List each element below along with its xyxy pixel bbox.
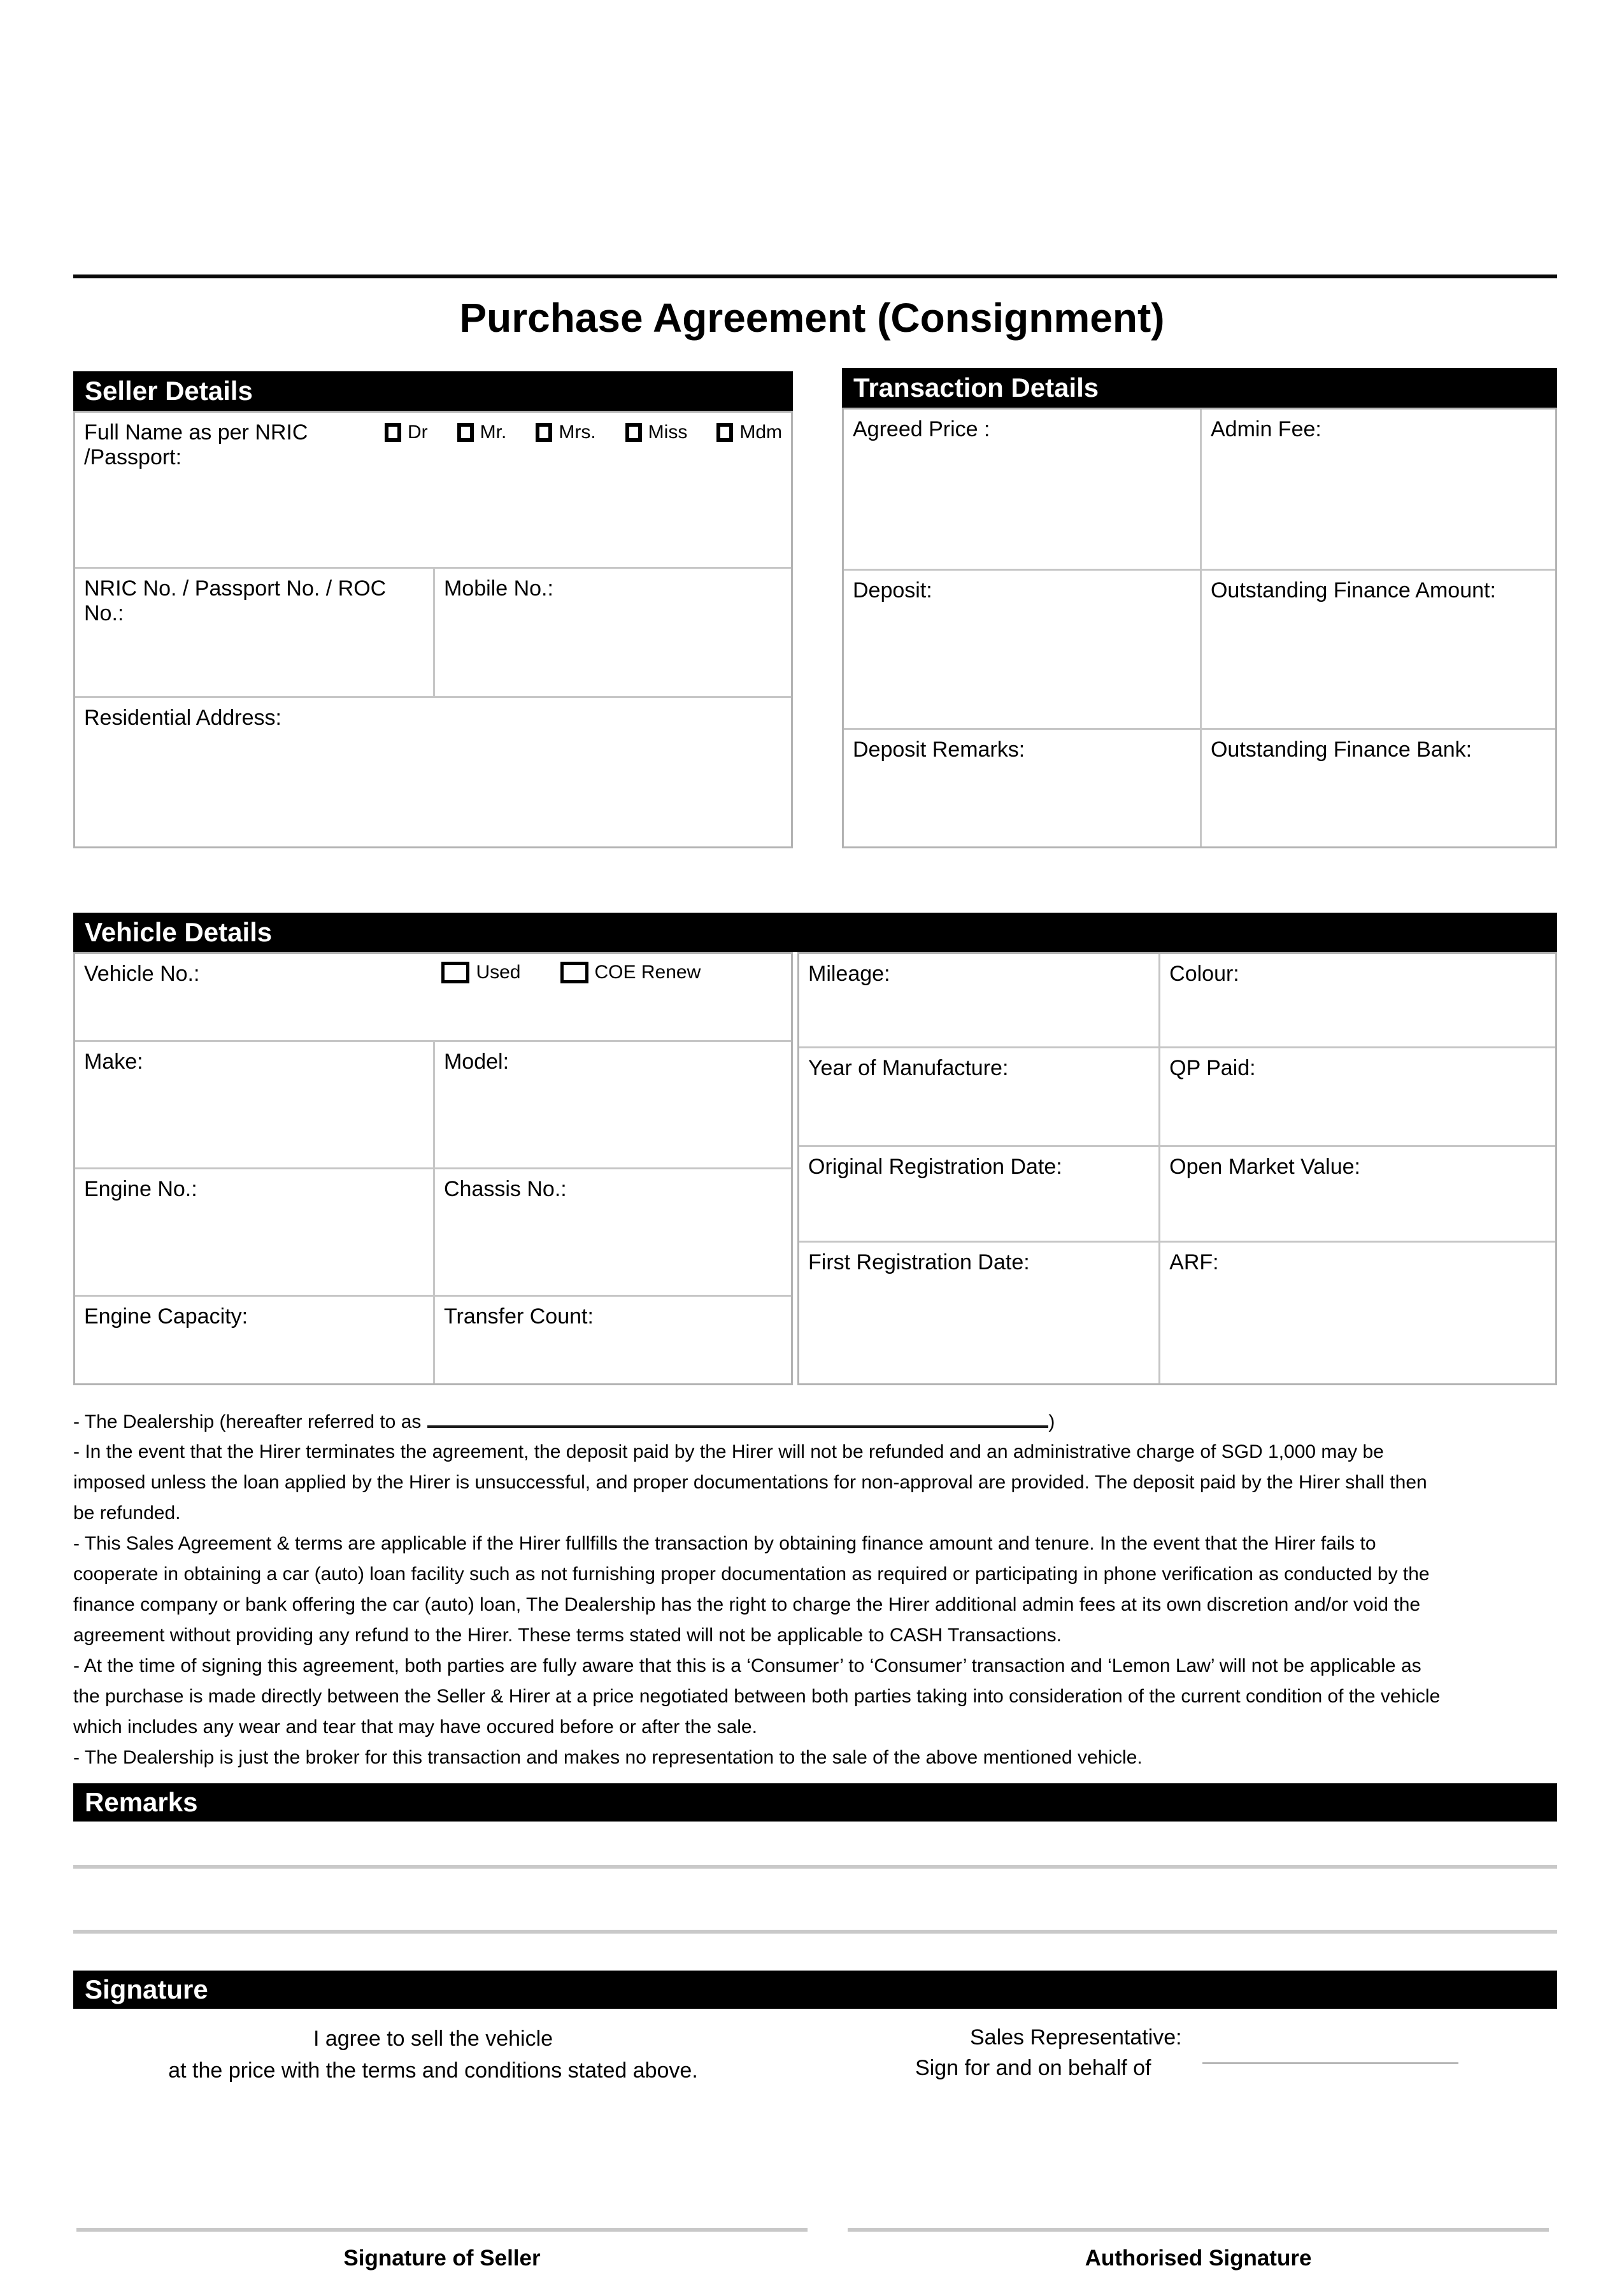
terms-line: - This Sales Agreement & terms are applicable if the Hirer fullfills the transaction by obtaining finance amount and tenure. In the event that the Hirer fails to	[73, 1533, 1376, 1554]
nric-label: NRIC No. / Passport No. / ROC No.:	[84, 576, 387, 625]
field-qp-paid[interactable]	[1158, 1048, 1555, 1145]
field-colour[interactable]	[1158, 954, 1555, 1046]
mrs-label: Mrs.	[559, 422, 596, 443]
field-arf[interactable]	[1158, 1243, 1555, 1383]
open-market-value-label: Open Market Value:	[1169, 1155, 1360, 1179]
dr-checkbox-icon[interactable]	[385, 423, 401, 442]
salutation-option-miss[interactable]	[625, 422, 688, 443]
mdm-label: Mdm	[739, 422, 782, 443]
terms-line: - The Dealership is just the broker for this transaction and makes no representation to the sale of the above mentioned vehicle.	[73, 1747, 1143, 1768]
salutation-option-mr[interactable]	[457, 422, 507, 443]
vehicle-details-table-right	[797, 952, 1557, 1385]
field-open-market-value[interactable]	[1158, 1147, 1555, 1241]
residential-address-label: Residential Address:	[84, 706, 281, 730]
vehicle-no-label: Vehicle No.:	[84, 962, 200, 986]
terms-line-dealership: - The Dealership (hereafter referred to as )	[73, 1406, 1567, 1437]
transaction-details-table	[842, 408, 1557, 848]
field-make[interactable]	[75, 1042, 433, 1167]
make-label: Make:	[84, 1050, 143, 1074]
field-model[interactable]	[433, 1042, 791, 1167]
admin-fee-label: Admin Fee:	[1210, 417, 1321, 441]
qp-paid-label: QP Paid:	[1169, 1056, 1256, 1080]
condition-option-coe-renew[interactable]	[560, 962, 701, 983]
seller-agreement-statement	[73, 2023, 793, 2086]
terms-line: finance company or bank offering the car (auto) loan, The Dealership has the right to charge the Hirer additional admin fees at its own discretion and/or void the	[73, 1594, 1421, 1615]
terms-line: agreement without providing any refund to the Hirer. These terms stated will not be applicable to CASH Transactions.	[73, 1625, 1062, 1646]
model-label: Model:	[443, 1050, 509, 1074]
field-outstanding-finance-bank[interactable]	[1200, 730, 1555, 846]
remarks-header: Remarks	[73, 1783, 1557, 1822]
chassis-no-label: Chassis No.:	[443, 1177, 567, 1201]
field-admin-fee[interactable]	[1200, 410, 1555, 569]
arf-label: ARF:	[1169, 1250, 1219, 1274]
miss-label: Miss	[648, 422, 688, 443]
miss-checkbox-icon[interactable]	[625, 423, 642, 442]
engine-capacity-label: Engine Capacity:	[84, 1304, 248, 1329]
terms-and-conditions	[73, 1406, 1567, 1773]
terms-line: which includes any wear and tear that may have occured before or after the sale.	[73, 1716, 757, 1737]
transaction-details-header: Transaction Details	[842, 368, 1557, 408]
vehicle-details-table-left	[73, 952, 793, 1385]
deposit-label: Deposit:	[853, 578, 932, 603]
first-registration-date-label: First Registration Date:	[808, 1250, 1030, 1274]
colour-label: Colour:	[1169, 962, 1239, 986]
authorised-signature-label: Authorised Signature	[1085, 2246, 1312, 2271]
used-label: Used	[476, 962, 521, 983]
terms-line: be refunded.	[73, 1502, 181, 1523]
seller-details-table	[73, 411, 793, 848]
deposit-remarks-label: Deposit Remarks:	[853, 738, 1025, 762]
field-deposit[interactable]	[844, 571, 1200, 728]
authorised-signature-line[interactable]	[848, 2228, 1549, 2232]
terms-line: the purchase is made directly between the Seller & Hirer at a price negotiated between both parties taking into consideration of the current condition of the vehicle	[73, 1686, 1441, 1707]
page-title: Purchase Agreement (Consignment)	[459, 295, 1165, 341]
terms-line: imposed unless the loan applied by the Hirer is unsuccessful, and proper documentations for non-approval are provided. The deposit paid by the Hirer shall then	[73, 1472, 1427, 1493]
field-engine-capacity[interactable]	[75, 1297, 433, 1383]
outstanding-finance-amount-label: Outstanding Finance Amount:	[1210, 578, 1496, 603]
mobile-label: Mobile No.:	[443, 576, 553, 601]
field-outstanding-finance-amount[interactable]	[1200, 571, 1555, 728]
full-name-label: Full Name as per NRIC /Passport:	[84, 420, 308, 469]
field-transfer-count[interactable]	[433, 1297, 791, 1383]
sign-on-behalf-label: Sign for and on behalf of	[915, 2056, 1151, 2080]
terms-line: - In the event that the Hirer terminates the agreement, the deposit paid by the Hirer will not be refunded and an administrative charge of SGD 1,000 may be	[73, 1441, 1384, 1462]
field-full-name[interactable]	[75, 413, 791, 567]
field-year-of-manufacture[interactable]	[799, 1048, 1158, 1145]
agree-line-1: I agree to sell the vehicle	[313, 2027, 553, 2051]
field-original-registration-date[interactable]	[799, 1147, 1158, 1241]
field-agreed-price[interactable]	[844, 410, 1200, 569]
field-first-registration-date[interactable]	[799, 1243, 1158, 1383]
agreed-price-label: Agreed Price :	[853, 417, 990, 441]
remarks-line-1[interactable]	[73, 1865, 1557, 1869]
dealership-name-blank[interactable]	[427, 1406, 1048, 1428]
sales-representative-blank[interactable]	[1202, 2062, 1458, 2064]
mdm-checkbox-icon[interactable]	[716, 423, 733, 442]
header-rule	[73, 275, 1557, 278]
field-chassis-no[interactable]	[433, 1169, 791, 1295]
transfer-count-label: Transfer Count:	[443, 1304, 594, 1329]
seller-signature-line[interactable]	[76, 2228, 808, 2232]
coe-renew-checkbox-icon[interactable]	[560, 962, 588, 983]
mr-checkbox-icon[interactable]	[457, 423, 474, 442]
field-nric[interactable]	[75, 569, 433, 696]
remarks-line-2[interactable]	[73, 1930, 1557, 1934]
field-residential-address[interactable]	[75, 698, 791, 846]
outstanding-finance-bank-label: Outstanding Finance Bank:	[1210, 738, 1472, 762]
agree-line-2: at the price with the terms and conditions stated above.	[168, 2058, 698, 2083]
mrs-checkbox-icon[interactable]	[536, 423, 552, 442]
salutation-option-mdm[interactable]	[716, 422, 782, 443]
coe-renew-label: COE Renew	[594, 962, 701, 983]
field-mobile[interactable]	[433, 569, 791, 696]
engine-no-label: Engine No.:	[84, 1177, 197, 1201]
condition-option-used[interactable]	[441, 962, 520, 983]
seller-details-header: Seller Details	[73, 371, 793, 411]
mileage-label: Mileage:	[808, 962, 890, 986]
field-mileage[interactable]	[799, 954, 1158, 1046]
field-deposit-remarks[interactable]	[844, 730, 1200, 846]
vehicle-details-header: Vehicle Details	[73, 913, 1557, 952]
mr-label: Mr.	[480, 422, 507, 443]
year-of-manufacture-label: Year of Manufacture:	[808, 1056, 1009, 1080]
dr-label: Dr	[408, 422, 428, 443]
field-vehicle-no[interactable]	[75, 954, 791, 1040]
signature-header: Signature	[73, 1971, 1557, 2009]
terms-line: cooperate in obtaining a car (auto) loan facility such as not furnishing proper documentation as required or participating in phone verification as conducted by the	[73, 1564, 1430, 1585]
terms-line: - At the time of signing this agreement, both parties are fully aware that this is a ‘Consumer’ to ‘Consumer’ transaction and ‘Lemon Law’ will not be applicable as	[73, 1655, 1421, 1676]
signature-of-seller-label: Signature of Seller	[343, 2246, 541, 2271]
sales-representative-label: Sales Representative:	[970, 2025, 1182, 2050]
used-checkbox-icon[interactable]	[441, 962, 469, 983]
salutation-option-mrs[interactable]	[536, 422, 595, 443]
original-registration-date-label: Original Registration Date:	[808, 1155, 1062, 1179]
salutation-option-dr[interactable]	[385, 422, 428, 443]
field-engine-no[interactable]	[75, 1169, 433, 1295]
